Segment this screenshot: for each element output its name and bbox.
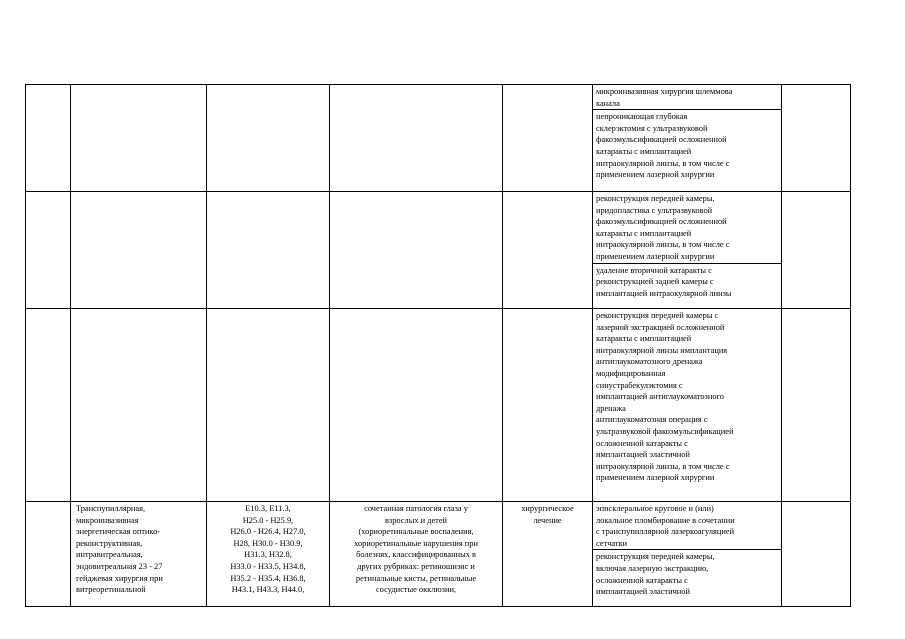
- icd-codes-cell: [207, 192, 330, 309]
- number-cell: [26, 192, 71, 309]
- treatment-item: реконструкция передней камеры с лазерной экстракцией осложненной катаракты с имплантацией интраокулярной линзы имплантация антиглаукоматозного дренажа модифицированная синустрабекулэктомия с имплантацией антиглаукоматозного дренажа антиглаукоматозная операция с ультразвуковой факоэмульсификацией осложненной катаракты с имплантацией эластичной интраокулярной линзы, в том числе с применением лазерной хирургии: [596, 311, 734, 483]
- method-cell: [71, 309, 207, 502]
- treatment-method-cell: [593, 85, 782, 192]
- table-row: [26, 502, 851, 607]
- medical-services-table: [25, 84, 851, 607]
- patient-model-cell: [330, 192, 503, 309]
- treatment-method-cell: [593, 502, 782, 607]
- cost-cell: [782, 309, 851, 502]
- treatment-type-cell: [503, 85, 593, 192]
- cost-cell: [782, 85, 851, 192]
- cost-cell: [782, 502, 851, 607]
- treatment-method-cell: [593, 309, 782, 502]
- icd-codes-cell: [207, 85, 330, 192]
- treatment-item: реконструкция передней камеры, включая лазерную экстракцию, осложненной катаракты с имплантацией эластичной: [596, 552, 715, 597]
- table-row: [26, 309, 851, 502]
- treatment-type-text: хирургическое лечение: [521, 504, 574, 525]
- icd-codes-cell: [207, 309, 330, 502]
- patient-model-cell: [330, 309, 503, 502]
- number-cell: [26, 502, 71, 607]
- treatment-type-cell: [503, 192, 593, 309]
- treatment-item: удаление вторичной катаракты с реконструкцией задней камеры с имплантацией интраокулярной линзы: [596, 265, 732, 298]
- table-row: [26, 192, 851, 309]
- method-text: Транспупиллярная, микроинвазивная энергетическая оптико- реконструктивная, интравитреальная, эндовитреальная 23 - 27 гейджевая хирургия при витреоретинальной: [76, 504, 163, 595]
- treatment-type-cell: [503, 502, 593, 607]
- number-cell: [26, 85, 71, 192]
- treatment-item: непроникающая глубокая склерэктомия с ультразвуковой факоэмульсификацией осложненной катаракты с имплантацией интраокулярной линзы, в том числе с применением лазерной хирургии: [596, 112, 730, 180]
- patient-model-cell: [330, 85, 503, 192]
- method-cell: [71, 192, 207, 309]
- icd-codes-cell: [207, 502, 330, 607]
- patient-model-cell: [330, 502, 503, 607]
- treatment-type-cell: [503, 309, 593, 502]
- number-cell: [26, 309, 71, 502]
- method-cell: [71, 502, 207, 607]
- table-row: [26, 85, 851, 192]
- patient-model-text: сочетанная патология глаза у взрослых и детей (хориоретинальные воспаления, хориоретинальные нарушения при болезнях, классифицированных в других рубриках: ретиношизис и ретинальные кисты, ретинальные сосудистые окклюзии,: [354, 504, 478, 595]
- icd-codes-text: E10.3, E11.3, H25.0 - H25.9, H26.0 - H26.4, H27.0, H28, H30.0 - H30.9, H31.3, H32.8, H33.0 - H33.5, H34.8, H35.2 - H35.4, H36.8, H43.1, H43.3, H44.0,: [230, 504, 306, 595]
- treatment-item: реконструкция передней камеры, иридопластика с ультразвуковой факоэмульсификацией осложненной катаракты с имплантацией интраокулярной линзы, в том числе с применением лазерной хирургии: [593, 192, 781, 264]
- treatment-item: эписклеральное круговое и (или) локальное пломбирование в сочетании с транспупиллярной лазеркоагуляцией сетчатки: [593, 502, 781, 550]
- cost-cell: [782, 192, 851, 309]
- treatment-item: микроинвазивная хирургия шлеммова канала: [593, 85, 781, 110]
- treatment-method-cell: [593, 192, 782, 309]
- method-cell: [71, 85, 207, 192]
